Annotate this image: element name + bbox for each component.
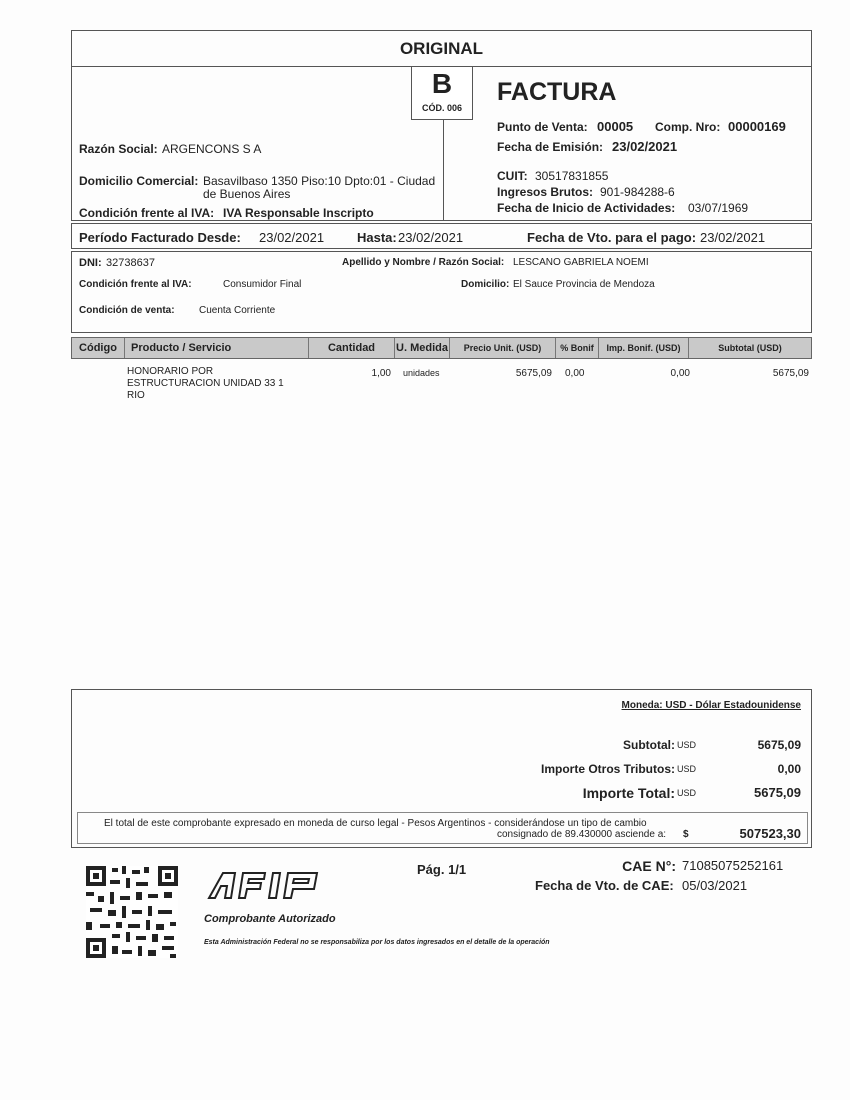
item-cantidad: 1,00 <box>371 368 391 379</box>
pv-label: Punto de Venta: <box>497 120 588 134</box>
client-venta-label: Condición de venta: <box>79 305 175 316</box>
legal-line2: consignado de 89.430000 asciende a: <box>497 829 667 840</box>
doc-type: FACTURA <box>497 78 617 106</box>
cuit-value: 30517831855 <box>535 169 609 183</box>
client-domicilio-label: Domicilio: <box>461 279 510 290</box>
item-producto-line1: HONORARIO POR <box>127 366 214 377</box>
item-producto-line2: ESTRUCTURACION UNIDAD 33 1 <box>127 378 284 389</box>
client-domicilio-value: El Sauce Provincia de Mendoza <box>513 279 655 290</box>
ib-label: Ingresos Brutos: <box>497 185 594 199</box>
period-hasta-label: Hasta: <box>357 230 397 245</box>
inicio-value: 03/07/1969 <box>688 201 749 215</box>
otros-label: Importe Otros Tributos: <box>540 762 675 776</box>
col-imp-bonif: Imp. Bonif. (USD) <box>599 338 689 358</box>
invoice-code: CÓD. 006 <box>421 103 463 113</box>
col-precio: Precio Unit. (USD) <box>450 338 556 358</box>
client-iva-label: Condición frente al IVA: <box>79 279 192 290</box>
col-cantidad: Cantidad <box>309 338 395 358</box>
period-vto-label: Fecha de Vto. para el pago: <box>527 230 697 245</box>
fecha-value: 23/02/2021 <box>612 139 678 154</box>
cae-label: CAE N°: <box>622 858 676 874</box>
items-table-header <box>71 337 812 359</box>
period-desde-value: 23/02/2021 <box>259 230 325 245</box>
item-precio: 5675,09 <box>515 368 552 379</box>
client-nombre-value: LESCANO GABRIELA NOEMI <box>513 257 649 268</box>
client-nombre-label: Apellido y Nombre / Razón Social: <box>342 257 505 268</box>
legal-total-value: 507523,30 <box>739 826 801 841</box>
item-unidad: unidades <box>403 368 440 378</box>
cuit-label: CUIT: <box>497 169 528 183</box>
subtotal-label: Subtotal: <box>623 738 675 752</box>
col-codigo: Código <box>72 338 125 358</box>
issuer-divider <box>443 119 444 221</box>
otros-value: 0,00 <box>777 762 801 776</box>
domicilio-line1: Basavilbaso 1350 Piso:10 Dpto:01 - Ciudad <box>203 174 436 188</box>
issuer-iva-label: Condición frente al IVA: <box>79 206 215 220</box>
comp-value: 00000169 <box>728 119 786 134</box>
inicio-label: Fecha de Inicio de Actividades: <box>497 201 676 215</box>
razon-value: ARGENCONS S A <box>162 142 262 156</box>
col-bonif: % Bonif <box>556 338 599 358</box>
total-label: Importe Total: <box>582 785 675 801</box>
period-hasta-value: 23/02/2021 <box>398 230 464 245</box>
authorized-label: Comprobante Autorizado <box>204 913 336 925</box>
legal-currency: $ <box>683 829 689 840</box>
col-subtotal: Subtotal (USD) <box>718 343 782 353</box>
period-vto-value: 23/02/2021 <box>700 230 766 245</box>
qr-code-icon <box>86 866 178 958</box>
col-medida: U. Medida <box>395 338 450 358</box>
item-subtotal: 5675,09 <box>772 368 809 379</box>
total-value: 5675,09 <box>754 785 801 800</box>
subtotal-currency: USD <box>677 740 697 750</box>
comp-label: Comp. Nro: <box>655 120 721 134</box>
currency-label: Moneda: USD - Dólar Estadounidense <box>621 700 801 711</box>
domicilio-line2: de Buenos Aires <box>203 187 291 201</box>
cae-vto-value: 05/03/2021 <box>682 878 748 893</box>
client-dni-label: DNI: <box>79 257 102 269</box>
subtotal-value: 5675,09 <box>757 738 801 752</box>
domicilio-label: Domicilio Comercial: <box>79 174 199 188</box>
cae-value: 71085075252161 <box>682 858 784 873</box>
cae-vto-label: Fecha de Vto. de CAE: <box>535 878 674 893</box>
disclaimer: Esta Administración Federal no se responsabiliza por los datos ingresados en el detalle de la operación <box>204 939 550 946</box>
item-bonif: 0,00 <box>565 368 585 379</box>
razon-label: Razón Social: <box>79 142 158 156</box>
client-dni-value: 32738637 <box>106 257 155 269</box>
fecha-label: Fecha de Emisión: <box>497 140 604 154</box>
otros-currency: USD <box>677 764 697 774</box>
pv-value: 00005 <box>597 119 634 134</box>
total-currency: USD <box>677 788 697 798</box>
ib-value: 901-984288-6 <box>600 185 675 199</box>
period-desde-label: Período Facturado Desde: <box>79 230 241 245</box>
client-venta-value: Cuenta Corriente <box>199 305 276 316</box>
col-producto: Producto / Servicio <box>125 338 309 358</box>
item-producto-line3: RIO <box>127 390 145 401</box>
client-iva-value: Consumidor Final <box>223 279 302 290</box>
item-imp-bonif: 0,00 <box>670 368 690 379</box>
legal-line1: El total de este comprobante expresado en moneda de curso legal - Pesos Argentinos - considerándose un tipo de cambio <box>104 818 647 829</box>
invoice-letter: B <box>431 68 453 99</box>
afip-logo-icon <box>207 870 322 900</box>
issuer-iva-value: IVA Responsable Inscripto <box>223 206 374 220</box>
page-number: Pág. 1/1 <box>417 862 467 877</box>
copy-label: ORIGINAL <box>399 39 484 58</box>
